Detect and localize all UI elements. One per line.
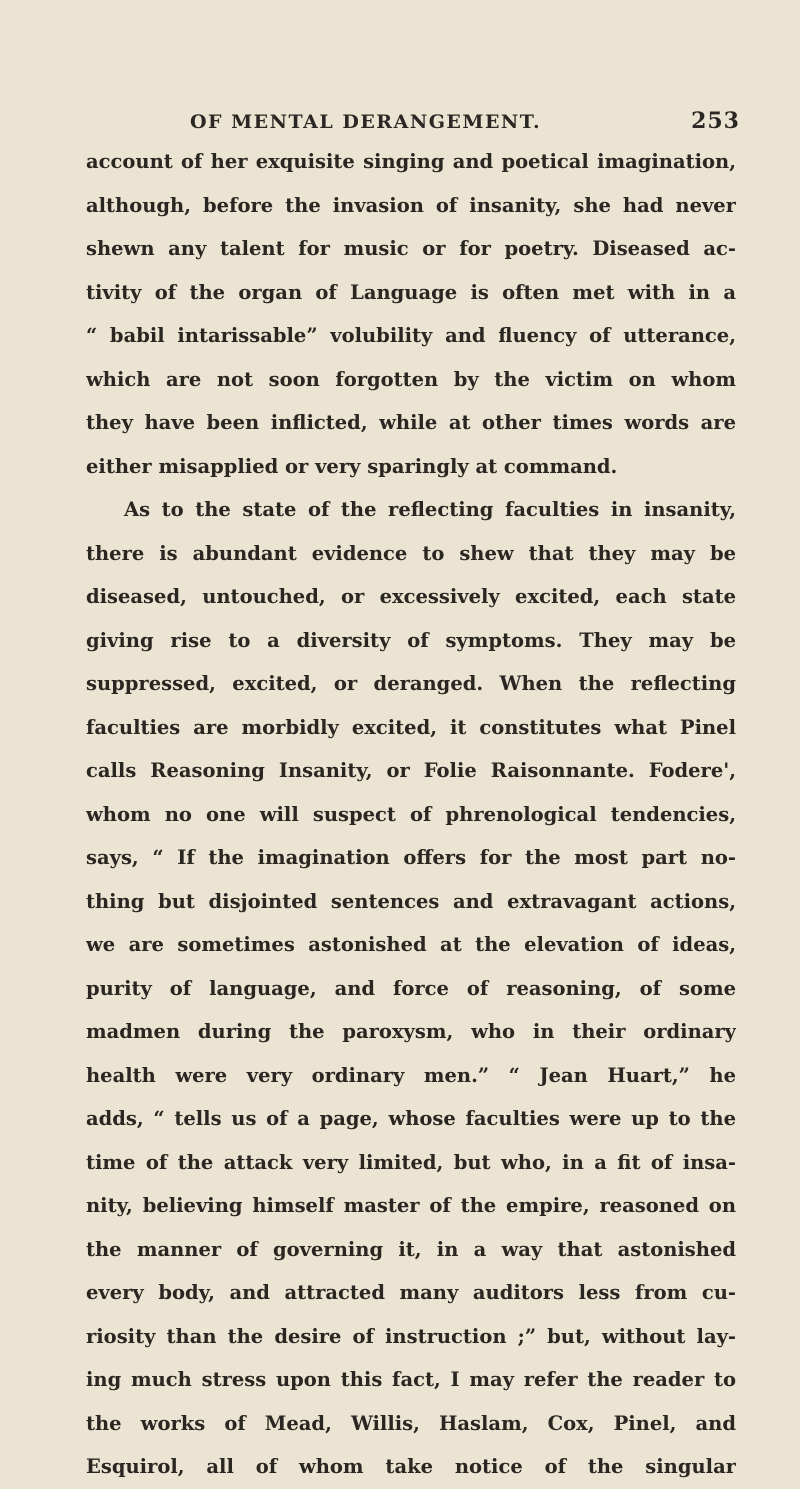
text-line: the manner of governing it, in a way that astonished xyxy=(86,1237,736,1261)
text-line: nity, believing himself master of the empire, reasoned on xyxy=(86,1194,736,1217)
running-head xyxy=(190,108,740,138)
text-line: calls Reasoning Insanity, or Folie Raisonnante. Fodere', xyxy=(86,759,736,782)
text-line: madmen during the paroxysm, who in their ordinary xyxy=(86,1020,736,1043)
text-line: tivity of the organ of Language is often met with in a xyxy=(86,280,736,304)
text-line: Esquirol, all of whom take notice of the singular xyxy=(86,1455,736,1478)
text-line: “ babil intarissable” volubility and fluency of utterance, xyxy=(86,324,736,347)
text-line: every body, and attracted many auditors less from cu- xyxy=(86,1281,736,1304)
paragraph-start-line: As to the state of the reflecting faculties in insanity, xyxy=(124,498,736,521)
text-line: thing but disjointed sentences and extravagant actions, xyxy=(86,889,736,913)
text-line: suppressed, excited, or deranged. When the reflecting xyxy=(86,672,736,695)
text-line: adds, “ tells us of a page, whose faculties were up to the xyxy=(86,1107,736,1130)
text-line: says, “ If the imagination offers for the most part no- xyxy=(86,846,736,869)
text-line: account of her exquisite singing and poetical imagination, xyxy=(86,150,736,173)
running-title: OF MENTAL DERANGEMENT. xyxy=(190,111,542,133)
text-line: faculties are morbidly excited, it constitutes what Pinel xyxy=(86,715,736,739)
text-line: riosity than the desire of instruction ;” but, without lay- xyxy=(86,1324,736,1348)
text-line: the works of Mead, Willis, Haslam, Cox, Pinel, and xyxy=(86,1411,736,1435)
text-line: time of the attack very limited, but who, in a fit of insa- xyxy=(86,1150,736,1174)
text-line: whom no one will suspect of phrenological tendencies, xyxy=(86,802,736,826)
text-line: giving rise to a diversity of symptoms. They may be xyxy=(86,628,736,652)
text-line: although, before the invasion of insanity, she had never xyxy=(86,193,736,217)
text-line: which are not soon forgotten by the victim on whom xyxy=(86,367,736,391)
text-line: there is abundant evidence to shew that they may be xyxy=(86,541,736,565)
text-line: they have been inflicted, while at other times words are xyxy=(86,411,736,434)
text-line: shewn any talent for music or for poetry. Diseased ac- xyxy=(86,237,736,260)
body-text xyxy=(86,140,736,1489)
paragraph-end-line: either misapplied or very sparingly at command. xyxy=(86,454,618,478)
text-line: health were very ordinary men.” “ Jean Huart,” he xyxy=(86,1063,736,1087)
text-line: ing much stress upon this fact, I may refer the reader to xyxy=(86,1368,736,1391)
text-line: purity of language, and force of reasoning, of some xyxy=(86,976,736,1000)
text-line: we are sometimes astonished at the elevation of ideas, xyxy=(86,933,736,956)
page-number: 253 xyxy=(691,108,740,134)
text-line: diseased, untouched, or excessively excited, each state xyxy=(86,585,736,608)
